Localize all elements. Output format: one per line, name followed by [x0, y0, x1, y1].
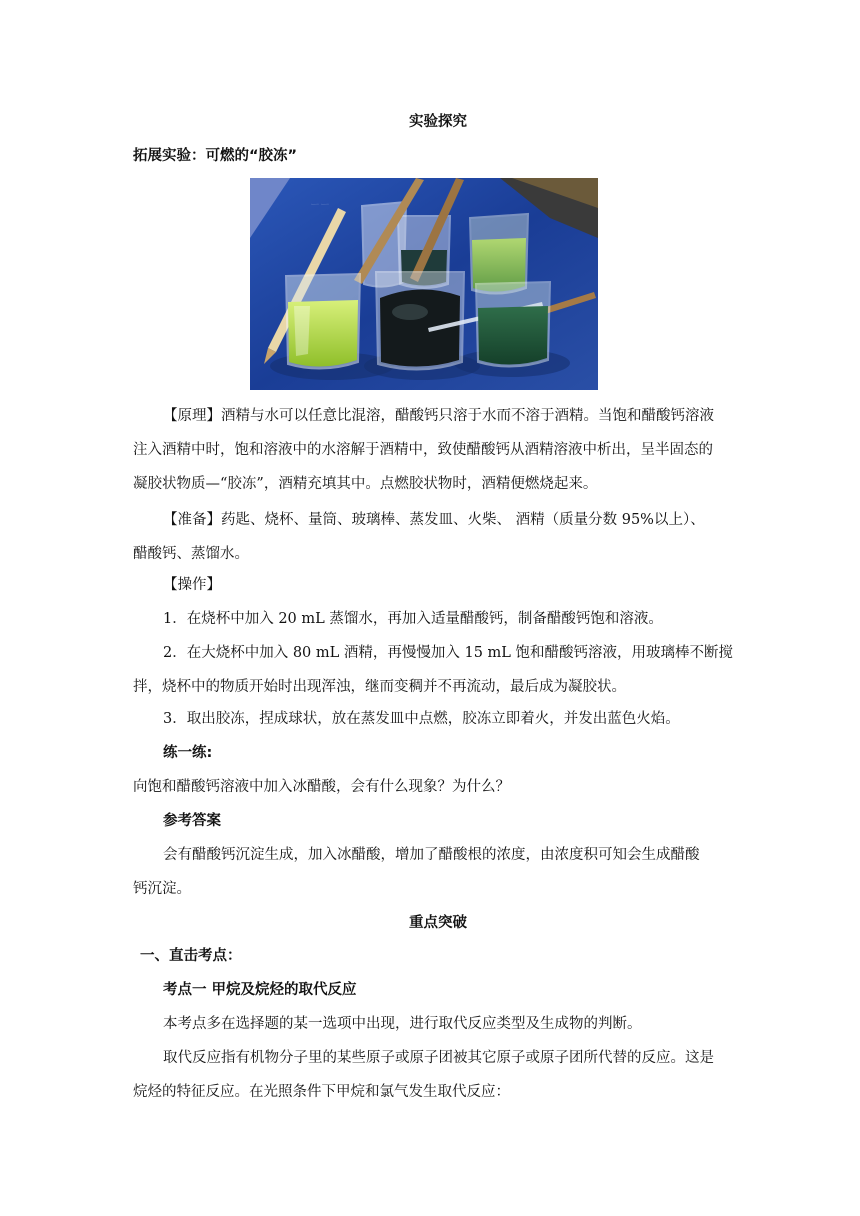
operation-step-2-line-1: 2．在大烧杯中加入 80 mL 酒精，再慢慢加入 15 mL 饱和醋酸钙溶液，用玻璃棒不断搅 — [163, 645, 734, 661]
operation-step-2-line-2: 拌，烧杯中的物质开始时出现浑浊，继而变稠并不再流动，最后成为凝胶状。 — [133, 679, 626, 695]
principle-line-2: 注入酒精中时，饱和溶液中的水溶解于酒精中，致使醋酸钙从酒精溶液中析出，呈半固态的 — [133, 442, 713, 458]
operation-step-3: 3．取出胶冻，捏成球状，放在蒸发皿中点燃，胶冻立即着火，并发出蓝色火焰。 — [163, 711, 680, 727]
beakers-photo-illustration — [250, 178, 598, 390]
svg-text:ーー: ーー — [310, 200, 330, 211]
operation-heading: 【操作】 — [163, 577, 221, 593]
answer-line-2: 钙沉淀。 — [133, 881, 191, 897]
section-title-experiment: 实验探究 — [409, 114, 467, 130]
answer-line-1: 会有醋酸钙沉淀生成，加入冰醋酸，增加了醋酸根的浓度，由浓度积可知会生成醋酸 — [163, 847, 700, 863]
preparation-line-2: 醋酸钙、蒸馏水。 — [133, 546, 249, 562]
direct-points-heading: 一、直击考点： — [140, 948, 242, 964]
principle-line-3: 凝胶状物质—“胶冻”，酒精充填其中。点燃胶状物时，酒精便燃烧起来。 — [133, 476, 598, 492]
preparation-line-1: 【准备】药匙、烧杯、量筒、玻璃棒、蒸发皿、火柴、 酒精（质量分数 95%以上）、 — [163, 512, 705, 528]
answer-heading: 参考答案 — [163, 813, 221, 829]
point-1-body-line-1: 取代反应指有机物分子里的某些原子或原子团被其它原子或原子团所代替的反应。这是 — [163, 1050, 714, 1066]
point-1-title: 考点一 甲烷及烷烃的取代反应 — [163, 982, 357, 998]
extension-experiment-heading: 拓展实验：可燃的“胶冻” — [133, 148, 298, 164]
point-1-body-line-2: 烷烃的特征反应。在光照条件下甲烷和氯气发生取代反应： — [133, 1084, 510, 1100]
operation-step-1: 1．在烧杯中加入 20 mL 蒸馏水，再加入适量醋酸钙，制备醋酸钙饱和溶液。 — [163, 611, 663, 627]
principle-line-1: 【原理】酒精与水可以任意比混溶，醋酸钙只溶于水而不溶于酒精。当饱和醋酸钙溶液 — [163, 408, 714, 424]
section-title-key-points: 重点突破 — [409, 915, 467, 931]
point-1-description: 本考点多在选择题的某一选项中出现，进行取代反应类型及生成物的判断。 — [163, 1016, 642, 1032]
beakers-photo — [250, 178, 598, 390]
practice-question: 向饱和醋酸钙溶液中加入冰醋酸，会有什么现象？为什么？ — [133, 779, 510, 795]
practice-heading: 练一练: — [163, 745, 213, 761]
